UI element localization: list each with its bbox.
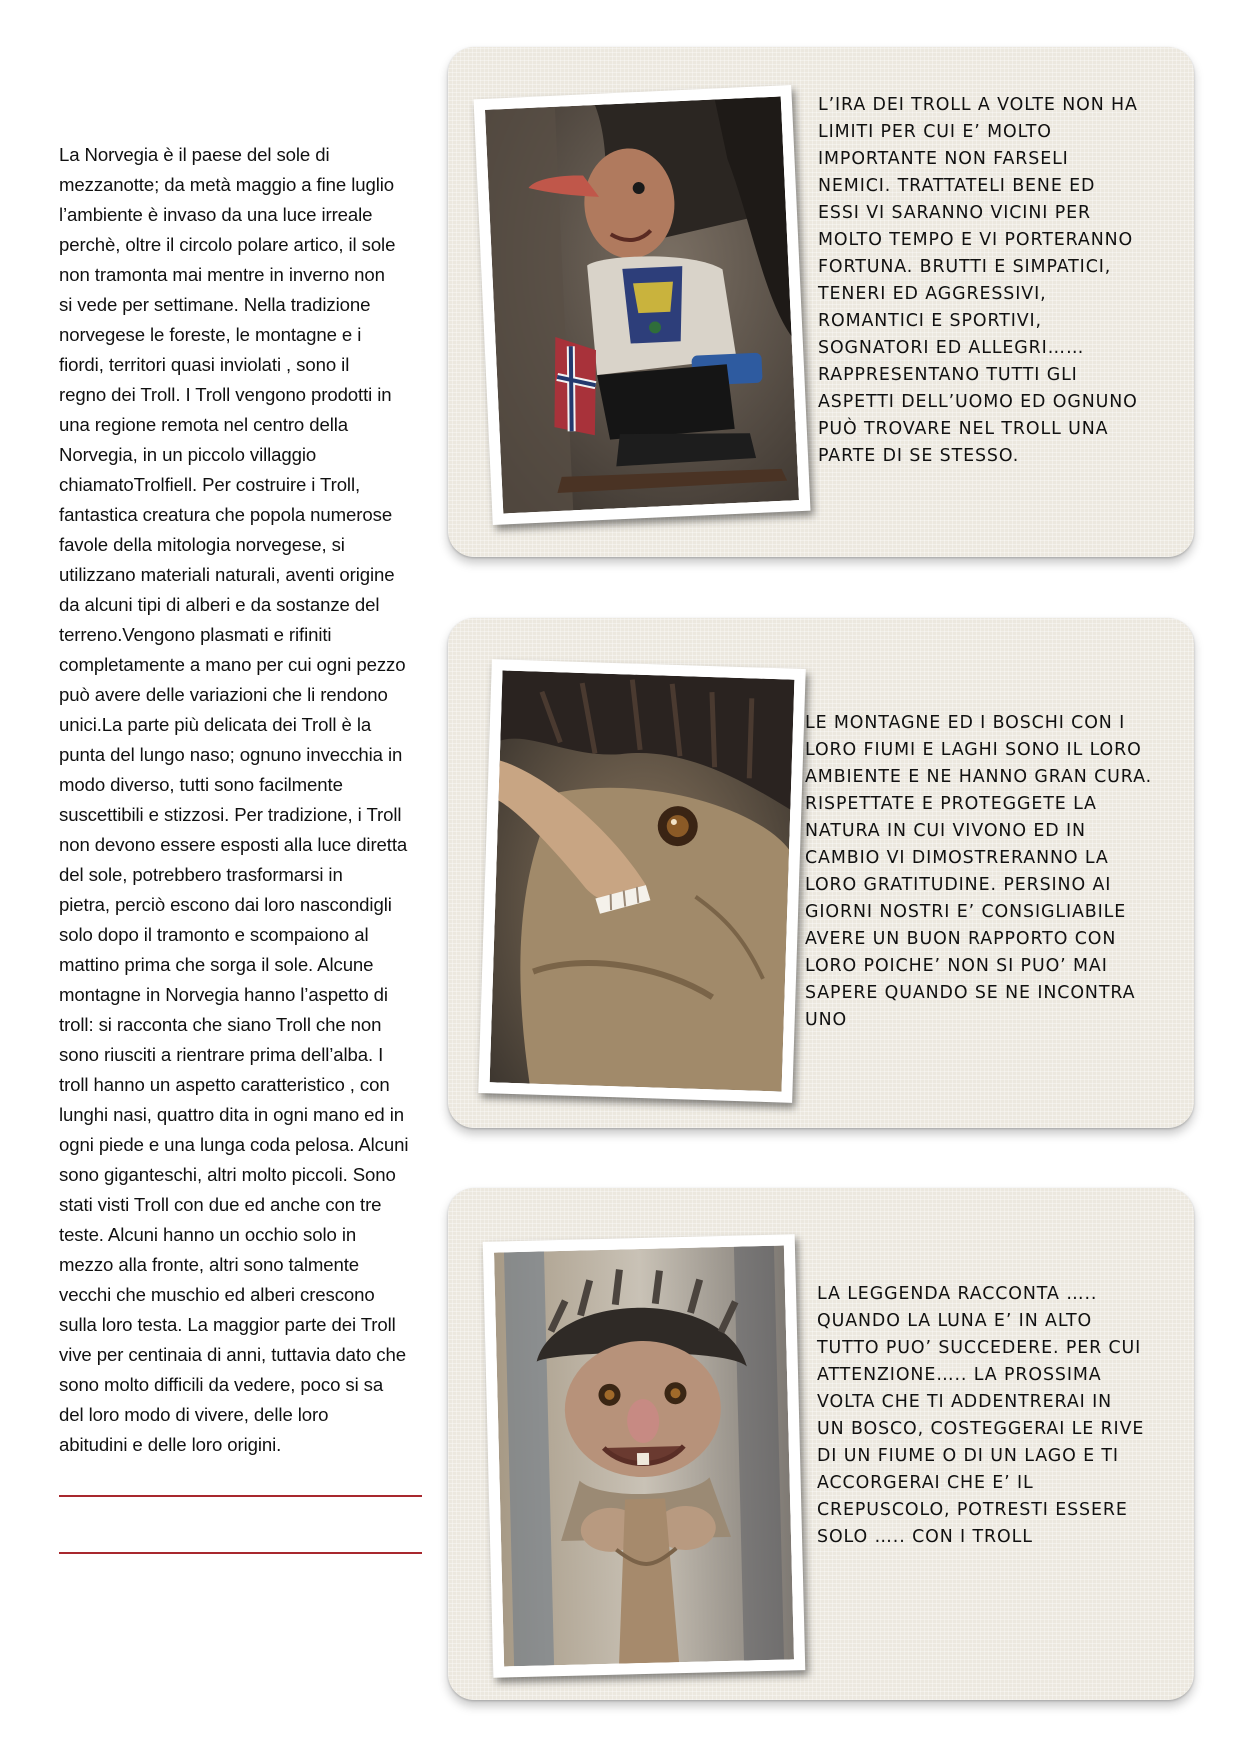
body-line: sono giganteschi, altri molto piccoli. Sono	[59, 1164, 396, 1185]
troll-photo-1	[474, 85, 811, 525]
caption-line: AMBIENTE E NE HANNO GRAN CURA.	[805, 767, 1153, 787]
caption-line: PARTE DI SE STESSO.	[818, 446, 1020, 466]
caption-line: LE MONTAGNE ED I BOSCHI CON I	[805, 713, 1126, 733]
body-line: norvegese le foreste, le montagne e i	[59, 324, 362, 345]
caption-line: CAMBIO VI DIMOSTRERANNO LA	[805, 848, 1109, 868]
divider-rule	[59, 1552, 422, 1554]
body-line: stati visti Troll con due ed anche con tre	[59, 1194, 382, 1215]
body-line: può avere delle variazioni che li rendono	[59, 684, 388, 705]
body-line: punta del lungo naso; ognuno invecchia in	[59, 744, 403, 765]
caption-line: LORO POICHE’ NON SI PUO’ MAI	[805, 956, 1108, 976]
caption-1	[818, 92, 1138, 470]
body-line: si vede per settimane. Nella tradizione	[59, 294, 371, 315]
body-line: unici.La parte più delicata dei Troll è la	[59, 714, 372, 735]
body-line: mezzanotte; da metà maggio a fine luglio	[59, 174, 395, 195]
caption-line: AVERE UN BUON RAPPORTO CON	[805, 929, 1117, 949]
body-line: mezzo alla fronte, altri sono talmente	[59, 1254, 360, 1275]
body-line: del sole, potrebbero trasformarsi in	[59, 864, 343, 885]
body-line: fantastica creatura che popola numerose	[59, 504, 393, 525]
body-line: una regione remota nel centro della	[59, 414, 349, 435]
body-line: regno dei Troll. I Troll vengono prodotti in	[59, 384, 392, 405]
body-line: teste. Alcuni hanno un occhio solo in	[59, 1224, 357, 1245]
body-line: del loro modo di vivere, delle loro	[59, 1404, 329, 1425]
caption-line: MOLTO TEMPO E VI PORTERANNO	[818, 230, 1134, 250]
caption-line: SAPERE QUANDO SE NE INCONTRA	[805, 983, 1136, 1003]
body-line: Norvegia, in un piccolo villaggio	[59, 444, 317, 465]
body-line: montagne in Norvegia hanno l’aspetto di	[59, 984, 388, 1005]
smiling-troll-image	[494, 1246, 794, 1667]
caption-line: UNO	[805, 1010, 848, 1030]
caption-line: CREPUSCOLO, POTRESTI ESSERE	[817, 1500, 1128, 1520]
caption-line: TENERI ED AGGRESSIVI,	[818, 284, 1047, 304]
body-line: ogni piede e una lunga coda pelosa. Alcuni	[59, 1134, 409, 1155]
caption-line: ACCORGERAI CHE E’ IL	[817, 1473, 1034, 1493]
body-line: pietra, perciò escono dai loro nascondigli	[59, 894, 392, 915]
caption-line: SOGNATORI ED ALLEGRI……	[818, 338, 1085, 358]
caption-line: NEMICI. TRATTATELI BENE ED	[818, 176, 1096, 196]
caption-line: UN BOSCO, COSTEGGERAI LE RIVE	[817, 1419, 1145, 1439]
troll-photo-2	[478, 659, 805, 1103]
caption-line: SOLO ….. CON I TROLL	[817, 1527, 1033, 1547]
body-line: troll: si racconta che siano Troll che non	[59, 1014, 382, 1035]
body-line: l’ambiente è invaso da una luce irreale	[59, 204, 373, 225]
troll-panel-1	[448, 47, 1194, 557]
caption-line: NATURA IN CUI VIVONO ED IN	[805, 821, 1086, 841]
caption-line: RISPETTATE E PROTEGGETE LA	[805, 794, 1097, 814]
troll-face-closeup-image	[490, 671, 795, 1092]
body-line: completamente a mano per cui ogni pezzo	[59, 654, 406, 675]
caption-line: LIMITI PER CUI E’ MOLTO	[818, 122, 1052, 142]
caption-line: FORTUNA. BRUTTI E SIMPATICI,	[818, 257, 1112, 277]
body-line: sulla loro testa. La maggior parte dei Troll	[59, 1314, 396, 1335]
caption-line: IMPORTANTE NON FARSELI	[818, 149, 1069, 169]
troll-photo-3	[483, 1234, 806, 1677]
body-line: perchè, oltre il circolo polare artico, il sole	[59, 234, 396, 255]
caption-line: ROMANTICI E SPORTIVI,	[818, 311, 1042, 331]
body-line: sono riusciti a rientrare prima dell’alba. I	[59, 1044, 384, 1065]
body-line: non devono essere esposti alla luce diretta	[59, 834, 408, 855]
body-line: chiamatoTrolfiell. Per costruire i Troll,	[59, 474, 361, 495]
body-line: mattino prima che sorga il sole. Alcune	[59, 954, 374, 975]
caption-line: PUÒ TROVARE NEL TROLL UNA	[818, 419, 1109, 439]
caption-line: ESSI VI SARANNO VICINI PER	[818, 203, 1091, 223]
body-line: troll hanno un aspetto caratteristico , con	[59, 1074, 390, 1095]
caption-line: ASPETTI DELL’UOMO ED OGNUNO	[818, 392, 1138, 412]
body-line: fiordi, territori quasi inviolati , sono il	[59, 354, 350, 375]
caption-3	[817, 1281, 1144, 1551]
body-line: vecchi che muschio ed alberi crescono	[59, 1284, 375, 1305]
caption-line: LA LEGGENDA RACCONTA …..	[817, 1284, 1098, 1304]
troll-figurine-image	[485, 96, 799, 513]
body-line: sono molto difficili da vedere, poco si sa	[59, 1374, 384, 1395]
body-line: La Norvegia è il paese del sole di	[59, 144, 330, 165]
body-line: modo diverso, tutti sono facilmente	[59, 774, 343, 795]
caption-line: RAPPRESENTANO TUTTI GLI	[818, 365, 1078, 385]
caption-line: GIORNI NOSTRI E’ CONSIGLIABILE	[805, 902, 1127, 922]
caption-line: TUTTO PUO’ SUCCEDERE. PER CUI	[817, 1338, 1142, 1358]
body-text	[59, 140, 427, 1460]
caption-line: L’IRA DEI TROLL A VOLTE NON HA	[818, 95, 1138, 115]
body-line: abitudini e delle loro origini.	[59, 1434, 282, 1455]
body-line: terreno.Vengono plasmati e rifiniti	[59, 624, 332, 645]
body-line: utilizzano materiali naturali, aventi origine	[59, 564, 395, 585]
caption-line: LORO GRATITUDINE. PERSINO AI	[805, 875, 1112, 895]
caption-2	[805, 710, 1152, 1034]
body-line: non tramonta mai mentre in inverno non	[59, 264, 385, 285]
caption-line: LORO FIUMI E LAGHI SONO IL LORO	[805, 740, 1142, 760]
body-line: solo dopo il tramonto e scompaiono al	[59, 924, 369, 945]
caption-line: VOLTA CHE TI ADDENTRERAI IN	[817, 1392, 1113, 1412]
body-line: vive per centinaia di anni, tuttavia dato che	[59, 1344, 406, 1365]
troll-panel-2	[448, 618, 1194, 1128]
caption-line: QUANDO LA LUNA E’ IN ALTO	[817, 1311, 1093, 1331]
body-line: da alcuni tipi di alberi e da sostanze del	[59, 594, 380, 615]
body-line: suscettibili e stizzosi. Per tradizione, i Troll	[59, 804, 402, 825]
caption-line: ATTENZIONE….. LA PROSSIMA	[817, 1365, 1102, 1385]
body-line: favole della mitologia norvegese, si	[59, 534, 345, 555]
troll-panel-3	[448, 1188, 1194, 1700]
body-line: lunghi nasi, quattro dita in ogni mano ed in	[59, 1104, 404, 1125]
divider-rule	[59, 1495, 422, 1497]
caption-line: DI UN FIUME O DI UN LAGO E TI	[817, 1446, 1119, 1466]
